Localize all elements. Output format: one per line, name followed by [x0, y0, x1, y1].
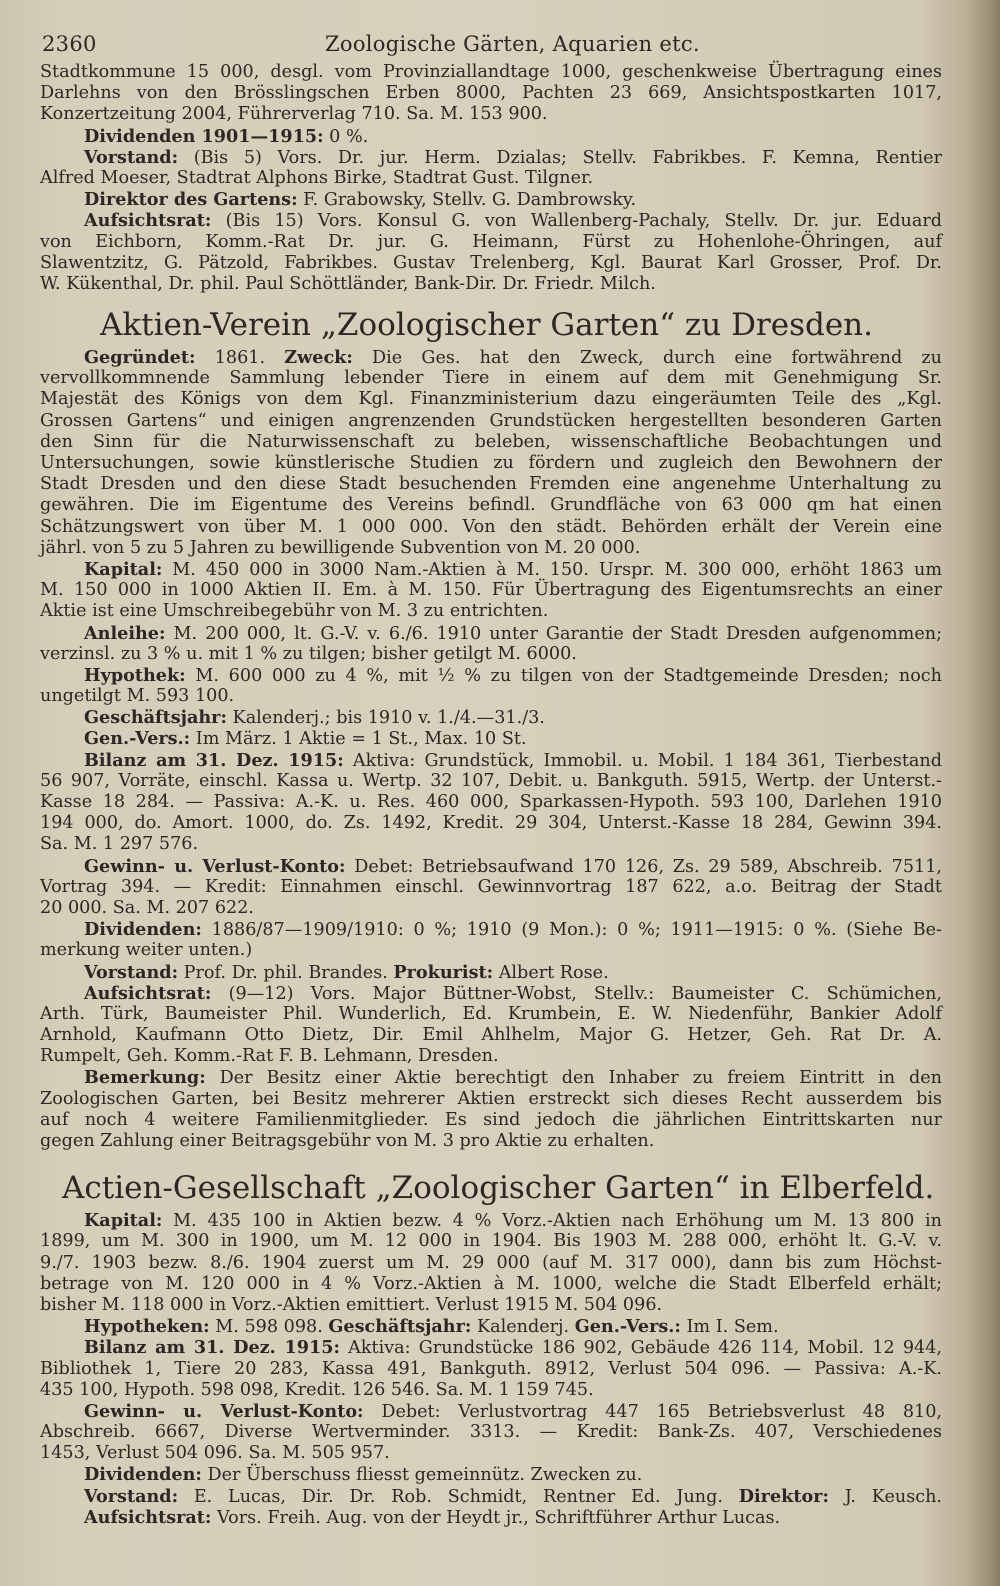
- field-text: 1886/87—1909/1910: 0 %; 1910 (9 Mon.): 0 %; 1911—1915: 0 %. (Siehe Be-: [201, 920, 942, 941]
- field-label: Hypothek:: [84, 664, 186, 686]
- field-text: Arnhold, Kaufmann Otto Dietz, Dir. Emil Ahlhelm, Major G. Hetzer, Geh. Rat Dr. A.: [40, 1025, 942, 1046]
- field-text: (Bis 15) Vors. Konsul G. von Wallenberg-Pachaly, Stellv. Dr. jur. Eduard: [211, 211, 942, 232]
- dresden-section: [40, 347, 942, 1152]
- field-text: M. 450 000 in 3000 Nam.-Aktien à M. 150. Urspr. M. 300 000, erhöht 1863 um: [162, 559, 942, 580]
- text-line: [40, 1089, 942, 1110]
- field-label: Vorstand:: [84, 1485, 179, 1507]
- field-label: Bilanz am 31. Dez. 1915:: [84, 749, 344, 771]
- text-line: [40, 1316, 942, 1337]
- field-label: Hypotheken:: [84, 1316, 210, 1338]
- field-text: 0 %.: [323, 126, 369, 147]
- text-line: [40, 940, 942, 961]
- text-line: [40, 665, 942, 686]
- field-label: Anleihe:: [84, 622, 166, 644]
- text-line: [40, 601, 942, 622]
- field-text: Sa. M. 1 297 576.: [40, 834, 199, 855]
- field-label: Gegründet:: [84, 347, 196, 369]
- text-line: [40, 389, 942, 410]
- field-text: 1453, Verlust 504 096. Sa. M. 505 957.: [40, 1443, 390, 1464]
- field-text: Aktie ist eine Umschreibegebühr von M. 3 zu entrichten.: [40, 601, 549, 622]
- text-line: [40, 104, 942, 125]
- text-line: [40, 580, 942, 601]
- field-text: (9—12) Vors. Major Büttner-Wobst, Stellv.: Baumeister C. Schümichen,: [211, 983, 942, 1004]
- field-text: Zoologischen Garten, bei Besitz mehrerer Aktien erstreckt sich dieses Recht ausserdem bis: [40, 1088, 942, 1109]
- text-line: [40, 1004, 942, 1025]
- text-line: [40, 1380, 942, 1401]
- field-label: Gewinn- u. Verlust-Konto:: [84, 855, 346, 877]
- text-line: [40, 189, 942, 210]
- text-line: [40, 1464, 942, 1485]
- field-text: Vors. Freih. Aug. von der Heydt jr., Schriftführer Arthur Lucas.: [211, 1507, 781, 1528]
- field-text: 1899, um M. 300 in 1900, um M. 12 000 in 1904. Bis 1903 M. 288 000, erhöht lt. G.-V. v.: [40, 1231, 942, 1252]
- field-text: 1861.: [195, 348, 285, 369]
- field-label: Dividenden:: [84, 1464, 202, 1486]
- field-label: Dividenden 1901—1915:: [84, 125, 324, 147]
- field-text: gewähren. Die im Eigentume des Vereins befindl. Grundfläche von 63 000 qm hat einen: [40, 495, 942, 516]
- running-title: Zoologische Gärten, Aquarien etc.: [325, 32, 700, 56]
- field-text: Im I. Sem.: [680, 1317, 779, 1338]
- text-line: [40, 1295, 942, 1316]
- field-label: Aufsichtsrat:: [84, 210, 212, 232]
- text-line: [40, 1131, 942, 1152]
- field-text: Rumpelt, Geh. Komm.-Rat F. B. Lehmann, Dresden.: [40, 1046, 499, 1067]
- field-text: Bibliothek 1, Tiere 20 283, Kassa 491, Bankguth. 8912, Verlust 504 096. — Passiva: A.-K.: [40, 1358, 942, 1379]
- field-text: M. 598 098.: [209, 1317, 329, 1338]
- field-text: Stadt Dresden und den diese Stadt besuchenden Fremden eine angenehme Unterhaltung zu: [40, 474, 942, 495]
- field-label: Gen.-Vers.:: [84, 728, 191, 750]
- field-text: M. 150 000 in 1000 Aktien II. Em. à M. 150. Für Übertragung des Eigentumsrechts an einer: [40, 580, 942, 601]
- text-line: [40, 232, 942, 253]
- field-text: Slawentzitz, G. Pätzold, Fabrikbes. Gustav Trelenberg, Kgl. Baurat Karl Grosser, Prof. Dr.: [40, 252, 942, 273]
- text-line: [40, 1507, 942, 1528]
- field-text: Schätzungswert von über M. 1 000 000. Von den städt. Behörden erhält der Verein eine: [40, 516, 942, 537]
- field-text: Grossen Gartens“ und einigen angrenzenden Grundstücken hergestellten besonderen Garten: [40, 410, 942, 431]
- field-label: Direktor:: [738, 1485, 829, 1507]
- field-text: ungetilgt M. 593 100.: [40, 686, 235, 707]
- text-line: [40, 538, 942, 559]
- text-line: [40, 623, 942, 644]
- field-label: Zweck:: [284, 347, 353, 369]
- text-line: [40, 1486, 942, 1507]
- field-text: Albert Rose.: [493, 962, 609, 983]
- text-line: [40, 1025, 942, 1046]
- text-line: [40, 919, 942, 940]
- text-line: [40, 750, 942, 771]
- field-text: Abschreib. 6667, Diverse Wertverminder. 3313. — Kredit: Bank-Zs. 407, Verschiedenes: [40, 1422, 942, 1443]
- text-line: [40, 253, 942, 274]
- field-label: Prokurist:: [393, 961, 494, 983]
- text-line: [40, 559, 942, 580]
- text-line: [40, 210, 942, 231]
- section-heading-dresden: Aktien-Verein „Zoologischer Garten“ zu Dresden.: [100, 307, 874, 344]
- field-text: gegen Zahlung einer Beitragsgebühr von M. 3 pro Aktie zu erhalten.: [40, 1131, 655, 1151]
- text-line: [40, 1253, 942, 1274]
- field-text: M. 200 000, lt. G.-V. v. 6./6. 1910 unter Garantie der Stadt Dresden aufgenommen;: [165, 623, 942, 644]
- text-line: [40, 411, 942, 432]
- field-text: Debet: Betriebsaufwand 170 126, Zs. 29 589, Abschreib. 7511,: [345, 856, 942, 877]
- text-line: [40, 644, 942, 665]
- text-line: [40, 453, 942, 474]
- text-line: [40, 1210, 942, 1231]
- field-text: Aktiva: Grundstücke 186 902, Gebäude 426 114, Mobil. 12 944,: [339, 1338, 942, 1359]
- field-text: F. Grabowsky, Stellv. G. Dambrowsky.: [297, 190, 637, 211]
- running-head: [40, 28, 942, 62]
- text-line: [40, 83, 942, 104]
- field-text: 9./7. 1903 bezw. 8./6. 1904 zuerst um M. 29 000 (auf M. 317 000), dann bis zum Höchst-: [40, 1252, 942, 1273]
- field-text: vervollkommnende Sammlung lebender Tiere in einem auf dem mit Genehmigung Sr.: [40, 368, 942, 389]
- field-text: 56 907, Vorräte, einschl. Kassa u. Wertp. 32 107, Debit. u. Bankguth. 5915, Wertp. der Unterst.-: [40, 770, 942, 791]
- text-line: [40, 877, 942, 898]
- field-text: E. Lucas, Dir. Dr. Rob. Schmidt, Rentner Ed. Jung.: [178, 1486, 739, 1507]
- intro-section: [40, 62, 942, 295]
- field-text: Untersuchungen, sowie künstlerische Studien zu fördern und zugleich den Bewohnern der: [40, 453, 942, 473]
- field-label: Geschäftsjahr:: [328, 1316, 472, 1338]
- text-line: [40, 1422, 942, 1443]
- field-text: Konzertzeitung 2004, Führerverlag 710. Sa. M. 153 900.: [40, 104, 548, 125]
- elberfeld-section: [40, 1210, 942, 1528]
- field-text: Alfred Moeser, Stadtrat Alphons Birke, Stadtrat Gust. Tilgner.: [40, 167, 594, 188]
- field-text: Kasse 18 284. — Passiva: A.-K. u. Res. 460 000, Sparkassen-Hypoth. 593 100, Darlehen 1910: [40, 792, 942, 812]
- field-text: Die Ges. hat den Zweck, durch eine fortwährend zu: [352, 348, 942, 369]
- text-line: [40, 1110, 942, 1131]
- field-text: Aktiva: Grundstück, Immobil. u. Mobil. 1 184 361, Tierbestand: [343, 750, 943, 771]
- field-text: merkung weiter unten.): [40, 940, 253, 961]
- text-line: [40, 495, 942, 516]
- field-label: Aufsichtsrat:: [84, 982, 212, 1004]
- field-label: Geschäftsjahr:: [84, 707, 227, 729]
- text-line: [40, 1401, 942, 1422]
- text-line: [40, 856, 942, 877]
- field-label: Dividenden:: [84, 919, 202, 941]
- field-text: J. Keusch.: [828, 1486, 942, 1507]
- text-line: [40, 474, 942, 495]
- field-label: Vorstand:: [84, 146, 179, 168]
- text-line: [40, 1046, 942, 1067]
- field-text: Der Besitz einer Aktie berechtigt den Inhaber zu freiem Eintritt in den: [205, 1068, 942, 1089]
- text-line: [40, 274, 942, 295]
- text-line: [40, 168, 942, 189]
- field-label: Gewinn- u. Verlust-Konto:: [84, 1400, 364, 1422]
- field-text: Debet: Verlustvortrag 447 165 Betriebsverlust 48 810,: [363, 1401, 942, 1422]
- text-line: [40, 1443, 942, 1464]
- text-line: [40, 347, 942, 368]
- field-label: Aufsichtsrat:: [84, 1506, 212, 1528]
- text-line: [40, 771, 942, 792]
- field-text: Kalenderj.; bis 1910 v. 1./4.—31./3.: [226, 708, 545, 729]
- field-text: Arth. Türk, Baumeister Phil. Wunderlich, Ed. Krumbein, E. W. Niedenführ, Bankier Adolf: [40, 1003, 942, 1024]
- field-label: Kapital:: [84, 1210, 163, 1232]
- text-line: [40, 898, 942, 919]
- field-text: jährl. von 5 zu 5 Jahren zu bewilligende Subvention von M. 20 000.: [40, 537, 641, 558]
- field-text: Darlehns von den Brösslingschen Erben 8000, Pachten 23 669, Ansichtspostkarten 1017,: [40, 83, 942, 104]
- page-edge-shadow: [966, 0, 1000, 1586]
- field-text: W. Kükenthal, Dr. phil. Paul Schöttländer, Bank-Dir. Dr. Friedr. Milch.: [40, 273, 656, 294]
- field-label: Bemerkung:: [84, 1067, 206, 1089]
- page-number: 2360: [42, 32, 97, 56]
- field-label: Gen.-Vers.:: [574, 1316, 681, 1338]
- text-line: [40, 62, 942, 83]
- text-line: [40, 368, 942, 389]
- text-line: [40, 147, 942, 168]
- field-text: Der Überschuss fliesst gemeinnütz. Zwecken zu.: [201, 1465, 643, 1486]
- text-line: [40, 962, 942, 983]
- section-heading-elberfeld: Actien-Gesellschaft „Zoologischer Garten“ in Elberfeld.: [62, 1170, 935, 1207]
- field-text: auf noch 4 weitere Familienmitglieder. Es sind jedoch die jährlichen Eintrittskarten nur: [40, 1109, 942, 1130]
- field-label: Bilanz am 31. Dez. 1915:: [84, 1337, 340, 1359]
- text-line: [40, 792, 942, 813]
- text-line: [40, 1337, 942, 1358]
- field-text: 20 000. Sa. M. 207 622.: [40, 897, 255, 918]
- field-text: bisher M. 118 000 in Vorz.-Aktien emittiert. Verlust 1915 M. 504 096.: [40, 1294, 663, 1315]
- field-text: Kalenderj.: [471, 1317, 575, 1338]
- text-line: [40, 813, 942, 834]
- field-text: verzinsl. zu 3 % u. mit 1 % zu tilgen; bisher getilgt M. 6000.: [40, 643, 577, 664]
- text-line: [40, 126, 942, 147]
- field-text: von Eichborn, Komm.-Rat Dr. jur. G. Heimann, Fürst zu Hohenlohe-Öhringen, auf: [40, 231, 942, 252]
- field-text: Vortrag 394. — Kredit: Einnahmen einschl. Gewinnvortrag 187 622, a.o. Beitrag der Stadt: [40, 876, 942, 897]
- field-label: Vorstand:: [84, 961, 179, 983]
- field-text: Im März. 1 Aktie = 1 St., Max. 10 St.: [190, 729, 527, 750]
- text-line: [40, 707, 942, 728]
- text-line: [40, 517, 942, 538]
- text-line: [40, 1274, 942, 1295]
- field-text: M. 435 100 in Aktien bezw. 4 % Vorz.-Aktien nach Erhöhung um M. 13 800 in: [162, 1211, 942, 1232]
- field-label: Kapital:: [84, 558, 163, 580]
- text-line: [40, 1359, 942, 1380]
- text-line: [40, 1067, 942, 1088]
- field-text: 435 100, Hypoth. 598 098, Kredit. 126 546. Sa. M. 1 159 745.: [40, 1379, 594, 1400]
- field-text: Majestät des Königs von dem Kgl. Finanzministerium dazu eingeräumten Teile des „Kgl.: [40, 389, 942, 410]
- text-line: [40, 686, 942, 707]
- field-text: betrage von M. 120 000 in 4 % Vorz.-Aktien à M. 1000, welche die Stadt Elberfeld erhält;: [40, 1273, 942, 1294]
- text-line: [40, 728, 942, 749]
- field-text: (Bis 5) Vors. Dr. jur. Herm. Dzialas; Stellv. Fabrikbes. F. Kemna, Rentier: [178, 147, 942, 168]
- text-line: [40, 432, 942, 453]
- field-label: Direktor des Gartens:: [84, 189, 298, 211]
- text-line: [40, 983, 942, 1004]
- text-line: [40, 1231, 942, 1252]
- field-text: den Sinn für die Naturwissenschaft zu beleben, wissenschaftliche Beobachtungen und: [40, 431, 942, 452]
- field-text: M. 600 000 zu 4 %, mit ½ % zu tilgen von der Stadtgemeinde Dresden; noch: [185, 665, 942, 686]
- field-text: Prof. Dr. phil. Brandes.: [178, 962, 394, 983]
- field-text: Stadtkommune 15 000, desgl. vom Provinziallandtage 1000, geschenkweise Übertragung eines: [40, 62, 942, 82]
- text-line: [40, 834, 942, 855]
- field-text: 194 000, do. Amort. 1000, do. Zs. 1492, Kredit. 29 304, Unterst.-Kasse 18 284, Gewinn 394.: [40, 813, 942, 834]
